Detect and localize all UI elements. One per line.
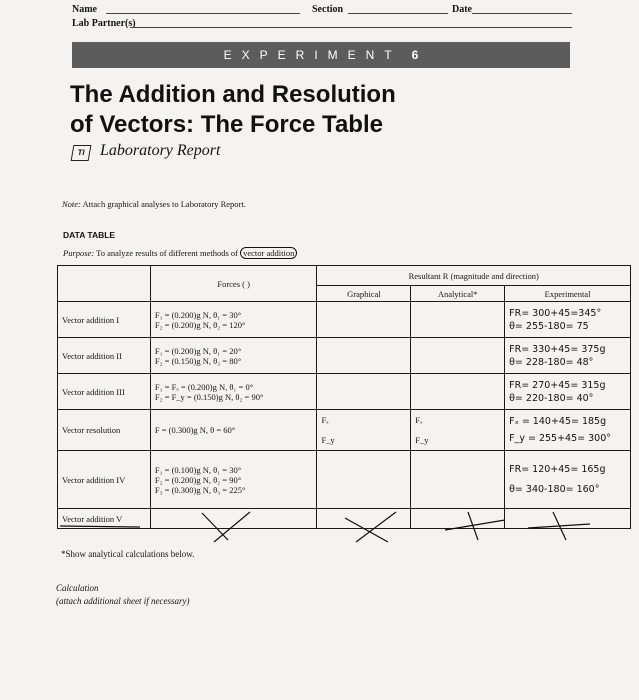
calculation-subtitle: (attach additional sheet if necessary)	[56, 596, 190, 606]
analytical-cell[interactable]	[411, 302, 505, 338]
experiment-label: EXPERIMENT	[223, 48, 402, 62]
experiment-number: 6	[411, 48, 419, 62]
handwritten-value: Fₓ = 140+45= 185g	[509, 416, 607, 427]
analytical-cell[interactable]	[411, 338, 505, 374]
force-line: F₃ = (0.300)g N, θ₃ = 225°	[154, 484, 246, 495]
row-label: Vector addition I	[58, 302, 151, 338]
row-label: Vector addition III	[58, 374, 151, 410]
purpose-text: To analyze results of different methods of	[96, 248, 238, 258]
forces-cell	[150, 410, 317, 451]
analytical-cell[interactable]	[411, 509, 505, 529]
report-subtitle: Laboratory Report	[100, 142, 221, 159]
name-label: Name	[72, 4, 97, 15]
forces-cell	[150, 451, 317, 509]
calculation-title: Calculation	[56, 583, 99, 593]
experimental-header: Experimental	[505, 286, 631, 302]
resultant-header: Resultant R (magnitude and direction)	[317, 266, 631, 286]
graphical-fy: F_y	[321, 435, 335, 445]
graphical-cell[interactable]	[317, 302, 411, 338]
purpose-line	[63, 248, 297, 258]
experimental-cell[interactable]	[505, 302, 631, 338]
forces-cell	[150, 374, 317, 410]
row-label-text: Vector addition V	[62, 513, 123, 524]
date-label: Date	[452, 4, 472, 15]
row-label: Vector addition IV	[58, 451, 151, 509]
force-line: F₂ = F_y = (0.150)g N, θ₂ = 90°	[154, 391, 264, 402]
note-prefix: Note:	[62, 199, 81, 209]
row-label	[58, 509, 151, 529]
force-line: F₁ = (0.100)g N, θ₁ = 30°	[154, 464, 242, 475]
handwritten-value: FR= 120+45= 165g	[509, 463, 606, 475]
force-line: F₂ = (0.150)g N, θ₂ = 80°	[154, 355, 242, 366]
graphical-cell[interactable]	[317, 374, 411, 410]
table-row	[58, 338, 631, 374]
name-line[interactable]	[106, 13, 300, 14]
experimental-cell[interactable]	[505, 410, 631, 451]
analytical-cell[interactable]	[411, 410, 505, 451]
forces-header: Forces ( )	[150, 266, 317, 302]
title-line-2: of Vectors: The Force Table	[70, 111, 383, 138]
analytical-header: Analytical*	[411, 286, 505, 302]
graphical-cell[interactable]	[317, 338, 411, 374]
handwritten-value: F_y = 255+45= 300°	[509, 433, 612, 444]
handwritten-value: θ= 255-180= 75	[509, 320, 589, 332]
forces-cell	[150, 509, 317, 529]
page-title	[70, 80, 510, 140]
note-text: Attach graphical analyses to Laboratory Report.	[82, 199, 246, 209]
analytical-fx: Fₓ	[415, 415, 423, 425]
corner-cell	[58, 266, 151, 302]
data-table-title: DATA TABLE	[63, 230, 116, 240]
handwritten-value: FR= 300+45=345°	[509, 307, 602, 319]
calculation-block	[56, 582, 189, 608]
force-line: F = (0.300)g N, θ = 60°	[154, 425, 236, 435]
section-line[interactable]	[348, 13, 448, 14]
lab-partners-line[interactable]	[130, 27, 572, 28]
forces-cell	[150, 338, 317, 374]
note	[62, 199, 246, 209]
handwritten-value: FR= 270+45= 315g	[509, 379, 606, 391]
force-line: F₁ = (0.200)g N, θ₁ = 20°	[154, 345, 242, 356]
table-row	[58, 374, 631, 410]
graphical-cell[interactable]	[317, 509, 411, 529]
graphical-fx: Fₓ	[321, 415, 329, 425]
footnote: *Show analytical calculations below.	[61, 549, 195, 559]
analytical-fy: F_y	[415, 435, 429, 445]
purpose-circled: vector addition	[240, 247, 297, 259]
row-label: Vector addition II	[58, 338, 151, 374]
lab-partners-label: Lab Partner(s)	[72, 18, 136, 29]
experimental-cell[interactable]	[505, 374, 631, 410]
force-line: F₂ = (0.200)g N, θ₂ = 90°	[154, 474, 242, 485]
handwritten-value: θ= 228-180= 48°	[509, 356, 594, 368]
title-line-1: The Addition and Resolution	[70, 81, 396, 108]
section-label: Section	[312, 4, 344, 15]
handwritten-value: FR= 330+45= 375g	[509, 343, 606, 355]
table-row	[58, 410, 631, 451]
row-label: Vector resolution	[58, 410, 151, 451]
handwritten-value: θ= 220-180= 40°	[509, 392, 594, 404]
analytical-cell[interactable]	[411, 451, 505, 509]
date-line[interactable]	[472, 13, 572, 14]
purpose-prefix: Purpose:	[63, 248, 95, 258]
table-row	[58, 451, 631, 509]
experimental-cell[interactable]	[505, 338, 631, 374]
experimental-cell[interactable]	[505, 451, 631, 509]
ti-logo-icon: TI	[71, 145, 92, 161]
table-row	[58, 509, 631, 529]
graphical-cell[interactable]	[317, 451, 411, 509]
forces-cell	[150, 302, 317, 338]
handwritten-value: θ= 340-180= 160°	[509, 483, 600, 495]
force-line: F₁ = Fₓ = (0.200)g N, θ₁ = 0°	[154, 381, 254, 392]
force-line: F₂ = (0.200)g N, θ₂ = 120°	[154, 319, 246, 330]
experimental-cell[interactable]	[505, 509, 631, 529]
graphical-header: Graphical	[317, 286, 411, 302]
analytical-cell[interactable]	[411, 374, 505, 410]
graphical-cell[interactable]	[317, 410, 411, 451]
table-row	[58, 302, 631, 338]
force-line: F₁ = (0.200)g N, θ₁ = 30°	[154, 309, 242, 320]
experiment-banner	[72, 42, 570, 68]
data-table	[57, 265, 631, 529]
